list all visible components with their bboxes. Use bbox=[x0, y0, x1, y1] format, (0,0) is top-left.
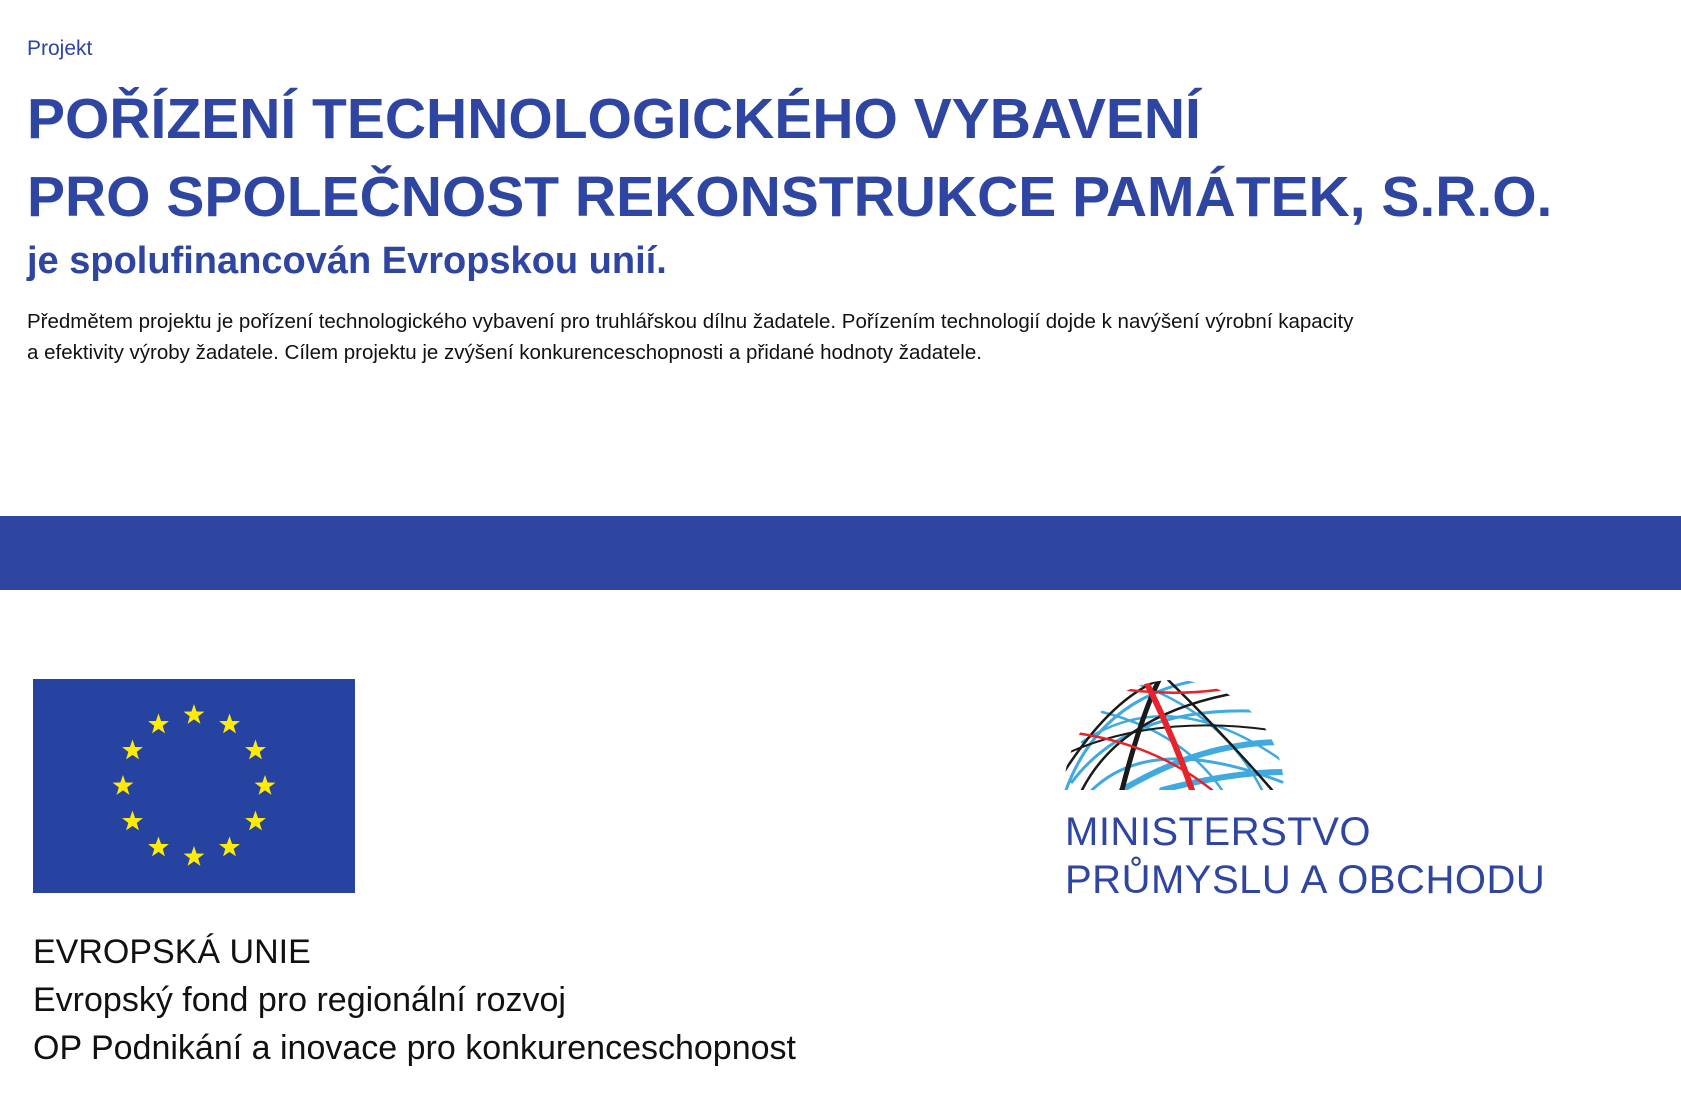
blue-divider-band bbox=[0, 516, 1681, 590]
ministry-name bbox=[1065, 808, 1545, 904]
ministry-name-line-2: PRŮMYSLU A OBCHODU bbox=[1065, 858, 1546, 902]
project-title-line-2: PRO SPOLEČNOST REKONSTRUKCE PAMÁTEK, S.R.O. bbox=[27, 165, 1553, 229]
ministry-name-line-1: MINISTERSTVO bbox=[1065, 810, 1372, 854]
description-line-2: a efektivity výroby žadatele. Cílem projektu je zvýšení konkurenceschopnosti a přidané hodnoty žadatele. bbox=[27, 341, 982, 364]
project-label: Projekt bbox=[27, 37, 93, 60]
cofinancing-statement: je spolufinancován Evropskou unií. bbox=[27, 240, 667, 282]
eu-flag-icon bbox=[33, 679, 355, 893]
operational-programme-name: OP Podnikání a inovace pro konkurenceschopnost bbox=[33, 1029, 796, 1067]
description-line-1: Předmětem projektu je pořízení technologického vybavení pro truhlářskou dílnu žadatele. Pořízením technologií dojde k navýšení výrobní kapacity bbox=[27, 310, 1354, 333]
project-title-line-1: POŘÍZENÍ TECHNOLOGICKÉHO VYBAVENÍ bbox=[27, 87, 1201, 151]
eu-name: EVROPSKÁ UNIE bbox=[33, 933, 311, 971]
eu-funding-block bbox=[33, 928, 796, 1072]
project-description bbox=[27, 306, 1647, 368]
project-title bbox=[27, 80, 1552, 236]
globe-emblem-icon bbox=[1062, 672, 1287, 792]
emblem-line bbox=[1102, 680, 1262, 693]
eu-fund-name: Evropský fond pro regionální rozvoj bbox=[33, 981, 566, 1019]
